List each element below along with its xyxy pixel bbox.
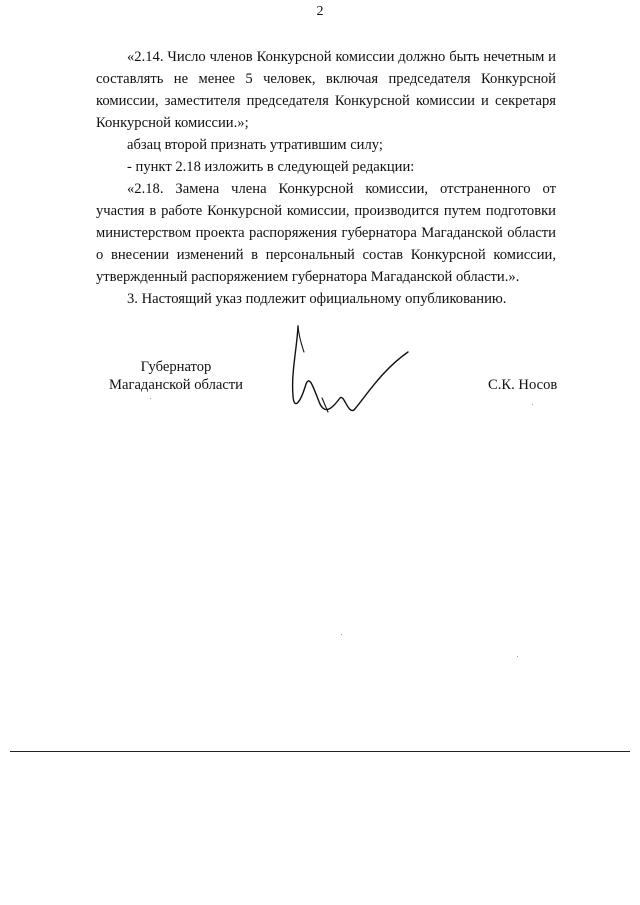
handwritten-signature [282, 318, 412, 428]
paragraph-repeal: абзац второй признать утратившим силу; [127, 137, 383, 153]
paragraph-2-14: «2.14. Число членов Конкурсной комиссии должно быть нечетным и составлять не менее 5 человек, включая председателя Конкурсной комиссии, заместителя председателя Конкурсной комиссии и секретаря Конкурсной комиссии.»; [96, 49, 556, 131]
paragraph-amend-2-18: - пункт 2.18 изложить в следующей редакции: [127, 159, 415, 175]
paragraph-publication: 3. Настоящий указ подлежит официальному опубликованию. [127, 291, 507, 307]
paragraph-2-18: «2.18. Замена члена Конкурсной комиссии, отстраненного от участия в работе Конкурсной комиссии, производится путем подготовки министерством проекта распоряжения губернатора Магаданской области о внесении изменений в персональный состав Конкурсной комиссии, утвержденный распоряжением губернатора Магаданской области.». [96, 181, 556, 285]
signer-title [96, 358, 256, 394]
document-body [96, 46, 556, 310]
scan-speck [150, 398, 151, 399]
bottom-divider [10, 751, 630, 752]
signer-title-line2: Магаданской области [109, 377, 243, 393]
page-number: 2 [316, 4, 324, 19]
signer-title-line1: Губернатор [140, 359, 212, 375]
scan-speck [517, 656, 518, 657]
scan-speck [341, 634, 342, 635]
scan-speck [532, 404, 533, 405]
signer-name: С.К. Носов [488, 377, 558, 393]
